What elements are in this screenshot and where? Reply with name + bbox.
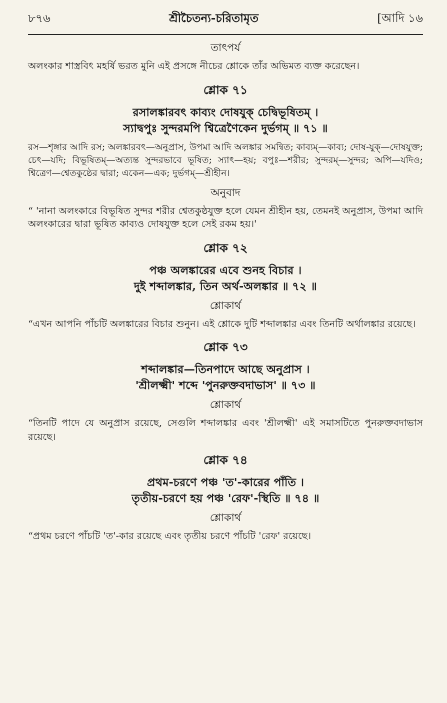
page-number: ৮৭৬ [28, 11, 51, 25]
verse-73-line-2: 'শ্রীলক্ষ্মী' শব্দে 'পুনরুক্তবদাভাস' ॥ ৭৩ ॥ [135, 378, 316, 392]
page-body [28, 10, 423, 544]
purport-label: তাৎপর্য [210, 42, 241, 54]
verse-71-line-1: রসালঙ্কারবৎ কাব্যং দোষযুক্ চেদ্বিভূষিতম্ । [132, 104, 319, 119]
verse-73-translation-label: শ্লোকার্থ [209, 399, 242, 411]
verse-71-line-2: স্যাদ্বপুঃ সুন্দরমপি শ্বিত্রেণৈকেন দুর্ভগম্ ॥ ৭১ ॥ [123, 120, 328, 135]
verse-71-translation: “ 'নানা অলংকারে বিভূষিত সুন্দর শরীর শ্বেতকুষ্ঠযুক্ত হলে যেমন শ্রীহীন হয়, তেমনই অনুপ্রাস, উপমা আদি অলংকারের দ্বারা ভূষিত কাব্যও দোষযুক্ত হলে সেই রকম হয়।' [28, 205, 423, 230]
verse-74-translation: “প্রথম চরণে পাঁচটি 'ত'-কার রয়েছে এবং তৃতীয় চরণে পাঁচটি 'রেফ' রয়েছে। [28, 531, 312, 542]
verse-74-translation-label: শ্লোকার্থ [209, 512, 242, 524]
verse-73-heading: শ্লোক ৭৩ [203, 340, 248, 354]
verse-72-line-1: পঞ্চ অলঙ্কারের এবে শুনহ বিচার । [149, 262, 302, 277]
verse-72-line-2: দুই শব্দালঙ্কার, তিন অর্থ-অলঙ্কার ॥ ৭২ ॥ [134, 278, 317, 293]
verse-72-heading: শ্লোক ৭২ [203, 240, 248, 255]
running-header [28, 10, 423, 32]
verse-71-gloss: রস—শৃঙ্গার আদি রস; অলঙ্কারবৎ—অনুপ্রাস, উপমা আদি অলঙ্কার সমন্বিত; কাব্যম্—কাব্য; দোষ-যুক্—দোষযুক্ত; চেৎ—যদি; বিভূষিতম্—অত্যন্ত সুন্দরভাবে ভূষিত; স্যাৎ—হয়; বপুঃ—শরীর; সুন্দরম্—সুন্দর; অপি—যদিও; শ্বিত্রেণ—শ্বেতকুষ্ঠের দ্বারা; একেন—এক; দুর্ভগম্—শ্রীহীন। [28, 142, 423, 179]
verse-72-translation-label: শ্লোকার্থ [209, 299, 242, 312]
verse-73-translation: “তিনটি পাদে যে অনুপ্রাস রয়েছে, সেগুলি শব্দালঙ্কার এবং 'শ্রীলক্ষ্মী' এই সমাসটিতে পুনরুক্তবদাভাস রয়েছে। [28, 418, 423, 443]
purport-text: অলংকার শাস্ত্রবিৎ মহর্ষি ভরত মুনি এই প্রসঙ্গে নীচের শ্লোকে তাঁর অভিমত ব্যক্ত করেছেন। [28, 61, 360, 72]
header-rule [28, 34, 423, 35]
verse-71-heading: শ্লোক ৭১ [203, 82, 248, 97]
verse-74-line-1: প্রথম-চরণে পঞ্চ 'ত'-কারের পাঁতি । [146, 475, 305, 489]
verse-74-heading: শ্লোক ৭৪ [203, 453, 248, 467]
chapter-reference: [আদি ১৬ [377, 11, 423, 25]
book-title: শ্রীচৈতন্য-চরিতামৃত [169, 11, 259, 25]
verse-72-translation: “এখন আপনি পাঁচটি অলঙ্কারের বিচার শুনুন। এই শ্লোকে দুটি শব্দালঙ্কার এবং তিনটি অর্থালঙ্কার রয়েছে। [28, 318, 416, 330]
verse-73-line-1: শব্দালঙ্কার—তিনপাদে আছে অনুপ্রাস । [141, 362, 310, 376]
verse-71-translation-label: অনুবাদ [210, 186, 241, 199]
verse-74-line-2: তৃতীয়-চরণে হয় পঞ্চ 'রেফ'-স্থিতি ॥ ৭৪ ॥ [131, 491, 320, 505]
